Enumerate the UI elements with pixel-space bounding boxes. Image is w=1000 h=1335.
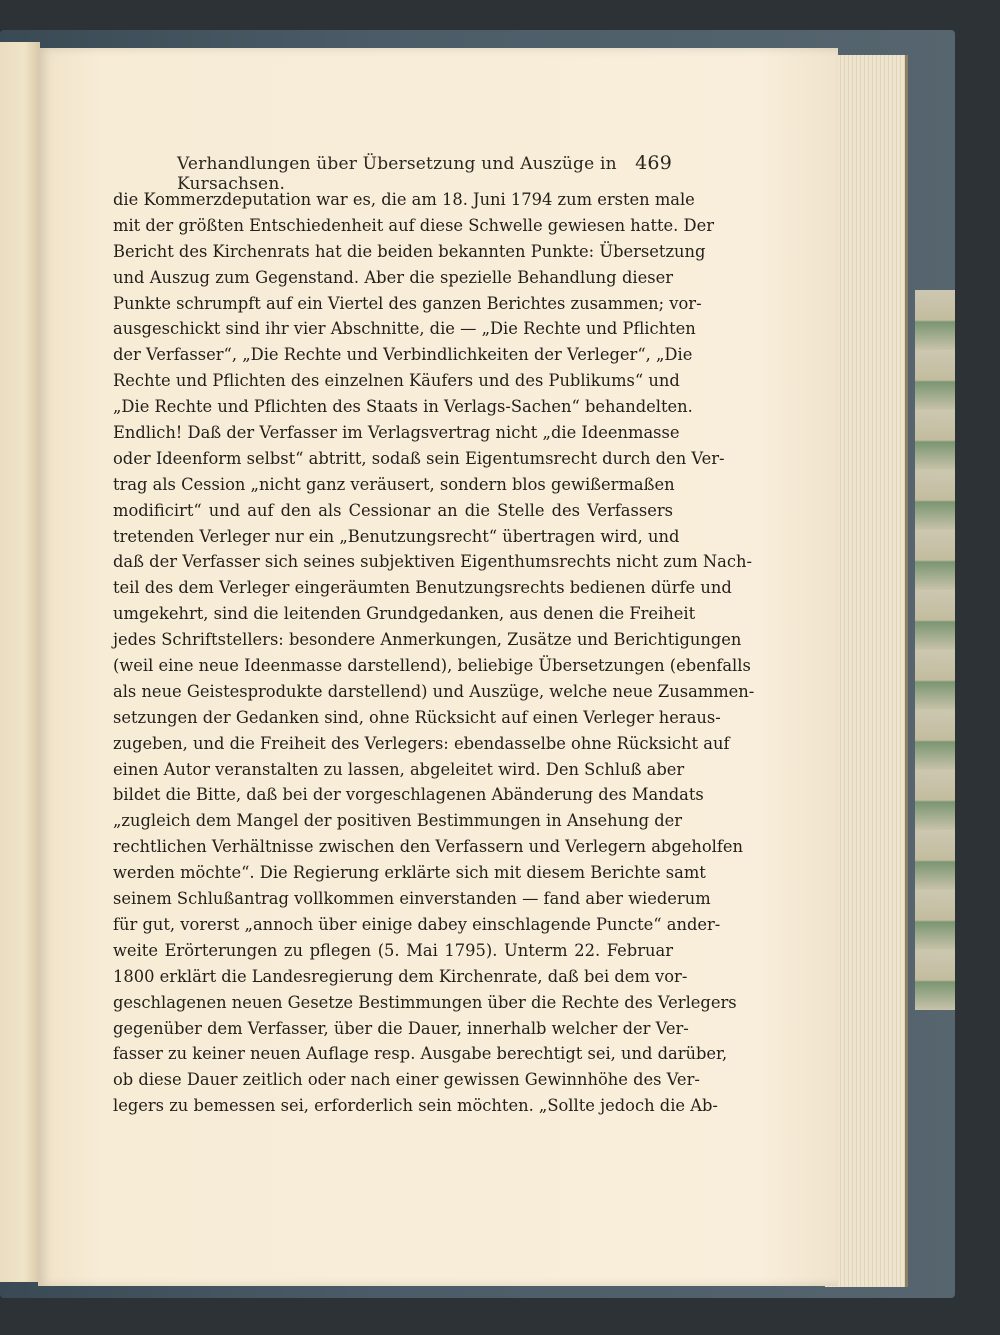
text-line: teil des dem Verleger eingeräumten Benutzungsrechts bedienen dürfe und bbox=[113, 578, 732, 598]
text-line: gegenüber dem Verfasser, über die Dauer, innerhalb welcher der Ver- bbox=[113, 1018, 689, 1038]
text-line: umgekehrt, sind die leitenden Grundgedanken, aus denen die Freiheit bbox=[113, 604, 696, 624]
text-line: mit der größten Entschiedenheit auf diese Schwelle gewiesen hatte. Der bbox=[113, 215, 715, 235]
text-line: modificirt“ und auf den als Cessionar an die Stelle des Verfassers bbox=[113, 500, 673, 520]
text-line: fasser zu keiner neuen Auflage resp. Ausgabe berechtigt sei, und darüber, bbox=[113, 1044, 728, 1064]
text-line: rechtlichen Verhältnisse zwischen den Verfassern und Verlegern abgeholfen bbox=[113, 837, 744, 857]
text-line: setzungen der Gedanken sind, ohne Rücksicht auf einen Verleger heraus- bbox=[113, 707, 721, 727]
text-line: tretenden Verleger nur ein „Benutzungsrecht“ übertragen wird, und bbox=[113, 526, 680, 546]
text-line: Punkte schrumpft auf ein Viertel des ganzen Berichtes zusammen; vor- bbox=[113, 293, 702, 313]
text-line: (weil eine neue Ideenmasse darstellend), beliebige Übersetzungen (ebenfalls bbox=[113, 656, 751, 676]
text-line: und Auszug zum Gegenstand. Aber die spezielle Behandlung dieser bbox=[113, 267, 673, 287]
text-line: bildet die Bitte, daß bei der vorgeschlagenen Abänderung des Mandats bbox=[113, 785, 704, 805]
marbled-edge bbox=[915, 290, 955, 1010]
page-number: 469 bbox=[635, 152, 672, 174]
text-line: „Die Rechte und Pflichten des Staats in Verlags-Sachen“ behandelten. bbox=[113, 397, 693, 417]
text-line: Bericht des Kirchenrats hat die beiden bekannten Punkte: Übersetzung bbox=[113, 241, 706, 261]
text-line: der Verfasser“, „Die Rechte und Verbindlichkeiten der Verleger“, „Die bbox=[113, 345, 693, 365]
text-line: seinem Schlußantrag vollkommen einverstanden — fand aber wiederum bbox=[113, 889, 711, 909]
text-line: jedes Schriftstellers: besondere Anmerkungen, Zusätze und Berichtigungen bbox=[113, 630, 742, 650]
text-line: Endlich! Daß der Verfasser im Verlagsvertrag nicht „die Ideenmasse bbox=[113, 423, 680, 443]
facing-page-edge bbox=[0, 42, 40, 1282]
text-line: für gut, vorerst „annoch über einige dabey einschlagende Puncte“ ander- bbox=[113, 914, 721, 934]
text-line: daß der Verfasser sich seines subjektiven Eigenthumsrechts nicht zum Nach- bbox=[113, 552, 752, 572]
running-header bbox=[142, 152, 677, 194]
text-line: trag als Cession „nicht ganz veräusert, sondern blos gewißermaßen bbox=[113, 474, 675, 494]
text-line: zugeben, und die Freiheit des Verlegers: ebendasselbe ohne Rücksicht auf bbox=[113, 733, 730, 753]
text-line: einen Autor veranstalten zu lassen, abgeleitet wird. Den Schluß aber bbox=[113, 759, 685, 779]
text-line: ausgeschickt sind ihr vier Abschnitte, die — „Die Rechte und Pflichten bbox=[113, 319, 696, 339]
text-line: legers zu bemessen sei, erforderlich sein möchten. „Sollte jedoch die Ab- bbox=[113, 1096, 718, 1116]
text-line: weite Erörterungen zu pflegen (5. Mai 1795). Unterm 22. Februar bbox=[113, 940, 673, 960]
text-line: oder Ideenform selbst“ abtritt, sodaß sein Eigentumsrecht durch den Ver- bbox=[113, 448, 725, 468]
text-line: Rechte und Pflichten des einzelnen Käufers und des Publikums“ und bbox=[113, 371, 680, 391]
body-text bbox=[113, 187, 755, 1119]
text-line: werden möchte“. Die Regierung erklärte sich mit diesem Berichte samt bbox=[113, 863, 706, 883]
text-line: „zugleich dem Mangel der positiven Bestimmungen in Ansehung der bbox=[113, 811, 683, 831]
text-line: ob diese Dauer zeitlich oder nach einer gewissen Gewinnhöhe des Ver- bbox=[113, 1070, 700, 1090]
text-line: geschlagenen neuen Gesetze Bestimmungen über die Rechte des Verlegers bbox=[113, 992, 737, 1012]
text-line: als neue Geistesprodukte darstellend) und Auszüge, welche neue Zusammen- bbox=[113, 681, 755, 701]
text-line: 1800 erklärt die Landesregierung dem Kirchenrate, daß bei dem vor- bbox=[113, 966, 688, 986]
text-line: die Kommerzdeputation war es, die am 18. Juni 1794 zum ersten male bbox=[113, 190, 695, 209]
running-title: Verhandlungen über Übersetzung und Auszüge in Kursachsen. bbox=[177, 154, 617, 194]
